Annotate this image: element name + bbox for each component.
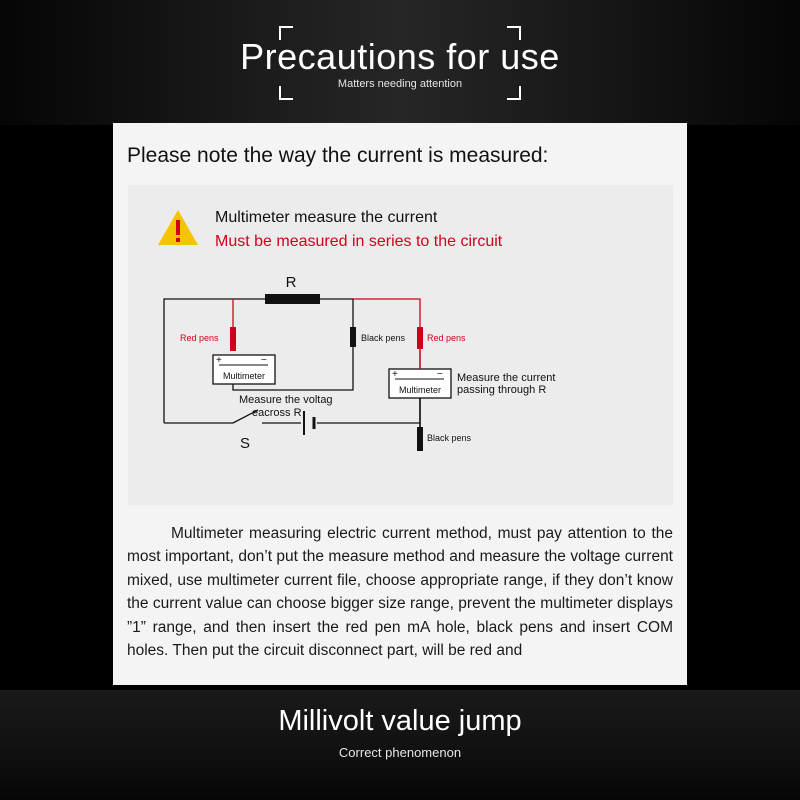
warning-line-2: Must be measured in series to the circuit [215,233,503,250]
right-black-pen-label: Black pens [427,433,472,443]
meter-right-minus: − [437,369,443,380]
switch-label: S [239,435,251,452]
warning-icon [158,210,198,245]
meter-left-minus: − [261,355,267,366]
ammeter-multimeter [389,369,451,398]
page-subtitle: Matters needing attention [337,78,463,90]
battery-icon [304,411,314,435]
meter-left-label: Multimeter [222,371,266,381]
footer-title: Millivolt value jump [278,705,522,737]
voltage-note-line1: Measure the voltag [239,394,333,406]
meter-right-label: Multimeter [398,385,442,395]
voltmeter-multimeter [213,355,275,384]
left-red-pen-label: Red pens [180,333,219,343]
content-card [113,123,687,685]
right-red-pen-label: Red pens [427,333,466,343]
resistor-label: R [285,274,297,291]
footer-subtitle: Correct phenomenon [338,745,462,760]
current-note-line2: passing through R [457,384,547,396]
page-title: Precautions for use [240,36,560,77]
left-black-pen-label: Black pens [361,333,406,343]
resistor [265,294,320,304]
meter-right-plus: + [392,369,398,380]
left-black-probe [350,327,356,347]
meter-left-plus: + [216,355,222,366]
instructions-paragraph: Multimeter measuring electric current method, must pay attention to the most important, don’t put the measure method and measure the voltage current mixed, use multimeter current file, choose appropriate range, if they don’t know the current value can choose bigger size range, prevent the multimeter displays ”1” range, and then insert the red pen mA hole, black pens and insert COM holes. Then put the circuit disconnect part, will be red and [127,525,673,660]
current-note-line1: Measure the current [457,372,556,384]
card-heading: Please note the way the current is measured: [127,144,549,167]
voltage-note-line2: eacross R [252,407,302,419]
left-red-probe [230,327,236,351]
right-red-probe [417,327,423,349]
warning-line-1: Multimeter measure the current [215,209,438,226]
